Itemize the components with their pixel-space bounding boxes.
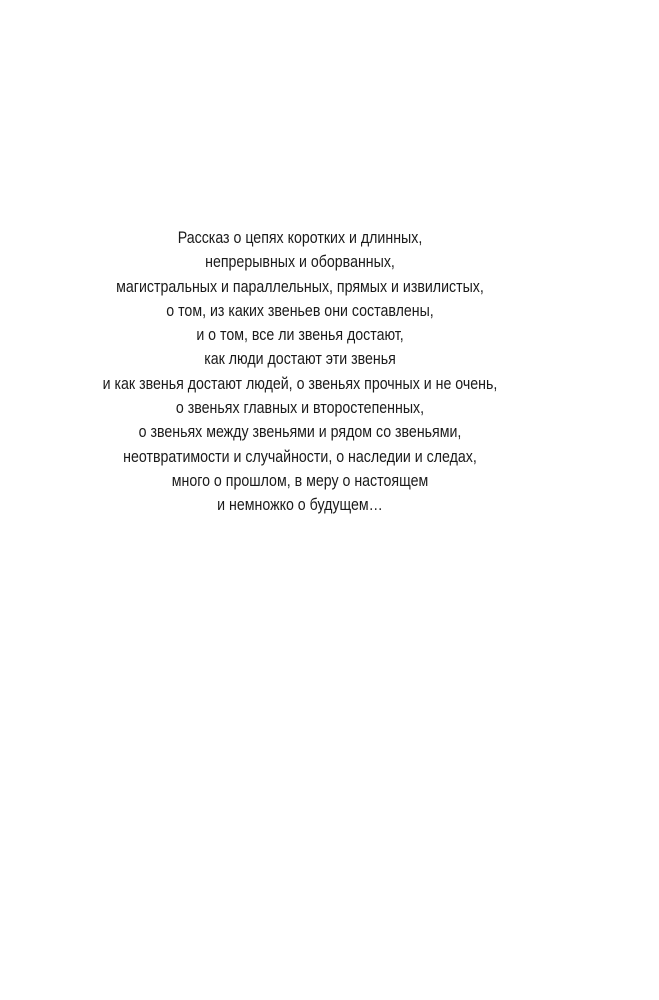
epigraph-line: как люди достают эти звенья xyxy=(204,350,396,369)
epigraph-line: Рассказ о цепях коротких и длинных, xyxy=(177,229,423,247)
epigraph-line: и о том, все ли звенья достают, xyxy=(196,326,404,345)
epigraph-line: непрерывных и оборванных, xyxy=(205,253,395,272)
epigraph-line: о том, из каких звеньев они составлены, xyxy=(166,301,434,320)
epigraph-line: много о прошлом, в меру о настоящем xyxy=(171,471,429,490)
epigraph-line: неотвратимости и случайности, о наследии и следах, xyxy=(123,447,477,466)
epigraph-line: и немножко о будущем… xyxy=(217,496,383,515)
epigraph-line: о звеньях главных и второстепенных, xyxy=(175,399,425,418)
epigraph xyxy=(42,226,558,518)
epigraph-line: и как звенья достают людей, о звеньях прочных и не очень, xyxy=(102,374,498,393)
epigraph-line: магистральных и параллельных, прямых и извилистых, xyxy=(116,277,484,296)
epigraph-line: о звеньях между звеньями и рядом со звеньями, xyxy=(138,423,462,442)
